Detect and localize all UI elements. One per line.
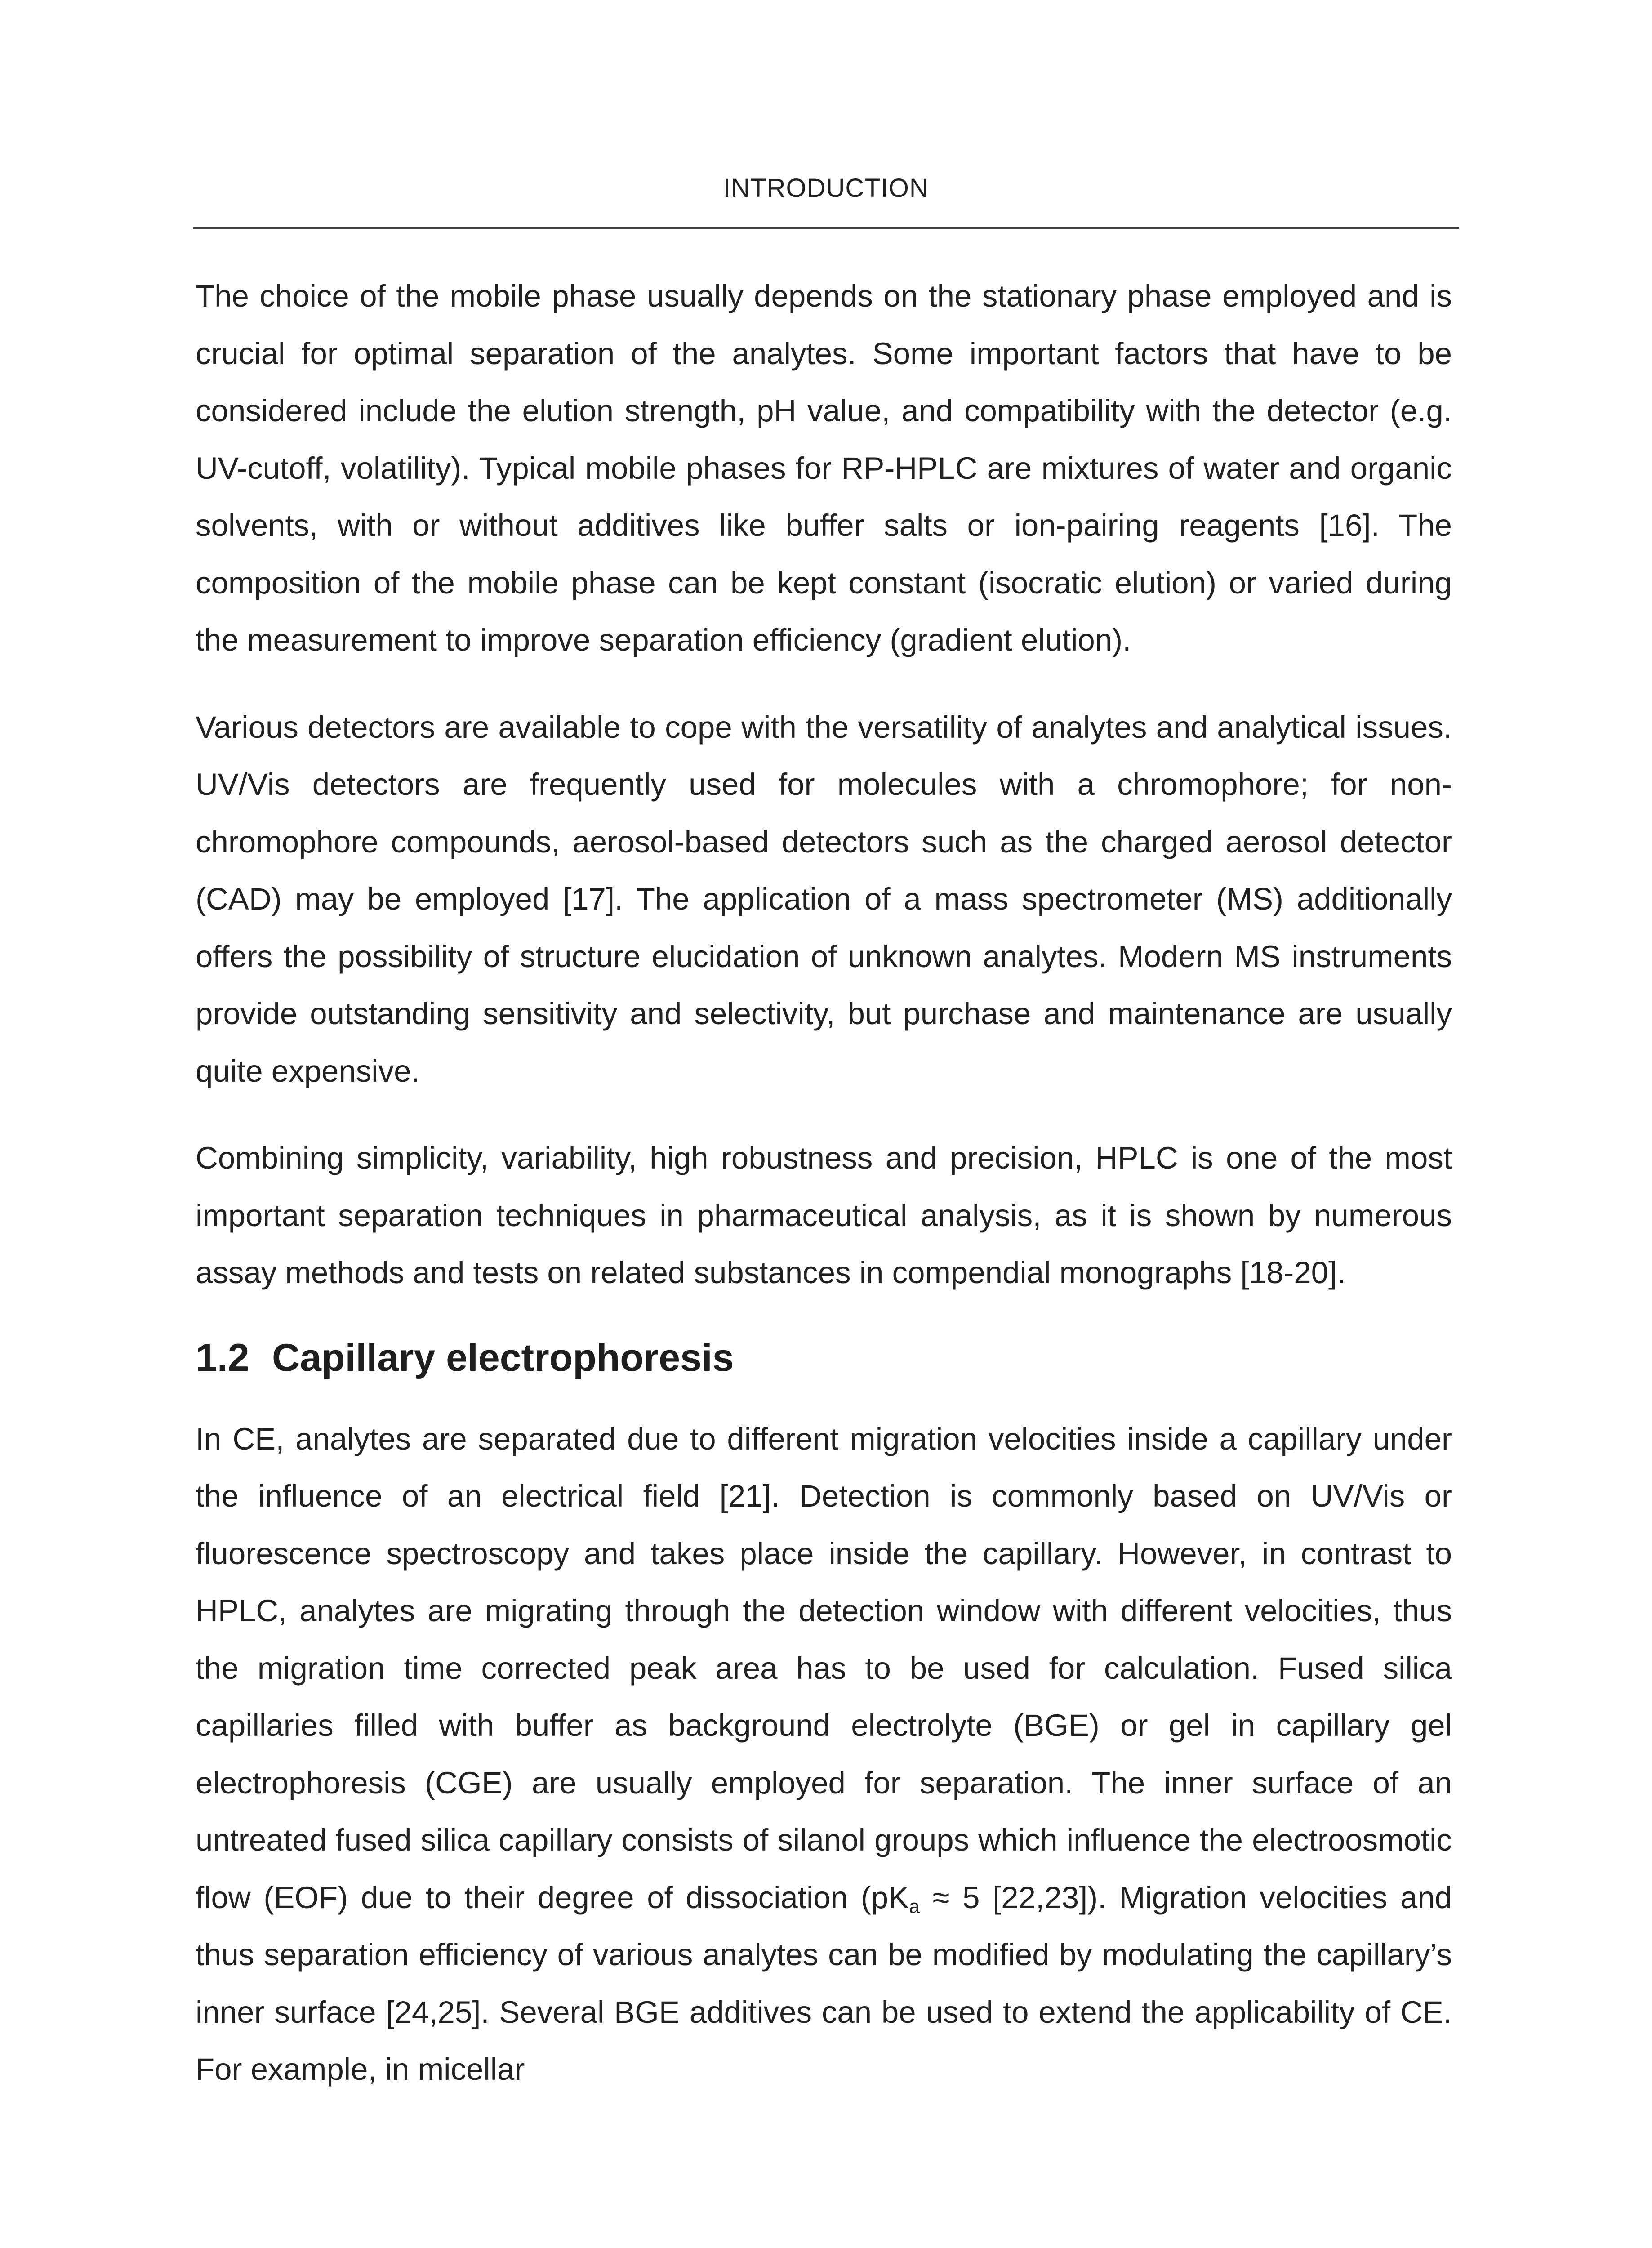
paragraph-hplc-importance: Combining simplicity, variability, high robustness and precision, HPLC is one of the most important separation techniques in pharmaceutical analysis, as it is shown by numerous assay methods and tests on related substances in compendial monographs [18-20]. [196,1141,1452,1290]
paragraph-mobile-phase: The choice of the mobile phase usually depends on the stationary phase employed and is crucial for optimal separation of the analytes. Some important factors that have to be considered include the elution strength, pH value, and compatibility with the detector (e.g. UV-cutoff, volatility). Typical mobile phases for RP-HPLC are mixtures of water and organic solvents, with or without additives like buffer salts or ion-pairing reagents [16]. The composition of the mobile phase can be kept constant (isocratic elution) or varied during the measurement to improve separation efficiency (gradient elution). [196,279,1452,657]
paragraph-capillary-electrophoresis [196,1410,1452,2098]
running-header: INTRODUCTION [723,174,929,203]
body-text [196,268,1452,2098]
paragraph-detectors: Various detectors are available to cope with the versatility of analytes and analytical issues. UV/Vis detectors are frequently used for molecules with a chromophore; for non-chromophore compounds, aerosol-based detectors such as the charged aerosol detector (CAD) may be employed [17]. The application of a mass spectrometer (MS) additionally offers the possibility of structure elucidation of unknown analytes. Modern MS instruments provide outstanding sensitivity and selectivity, but purchase and maintenance are usually quite expensive. [196,709,1452,1088]
pka-subscript: a [909,1896,920,1918]
header-divider [193,227,1459,229]
section-title: Capillary electrophoresis [272,1336,734,1379]
ce-text-part-2: ≈ 5 [22,23]). Migration velocities and thus separation efficiency of various analytes can be modified by modulating the capillary’s inner surface [24,25]. Several BGE additives can be used to extend the applicability of CE. For example, in micellar [196,1880,1452,2087]
section-number: 1.2 [196,1336,249,1379]
section-heading [196,1333,1452,1383]
ce-text-part-1: In CE, analytes are separated due to different migration velocities inside a capillary under the influence of an electrical field [21]. Detection is commonly based on UV/Vis or fluorescence spectroscopy and takes place inside the capillary. However, in contrast to HPLC, analytes are migrating through the detection window with different velocities, thus the migration time corrected peak area has to be used for calculation. Fused silica capillaries filled with buffer as background electrolyte (BGE) or gel in capillary gel electrophoresis (CGE) are usually employed for separation. The inner surface of an untreated fused silica capillary consists of silanol groups which influence the electroosmotic flow (EOF) due to their degree of dissociation (pK [196,1421,1452,1915]
